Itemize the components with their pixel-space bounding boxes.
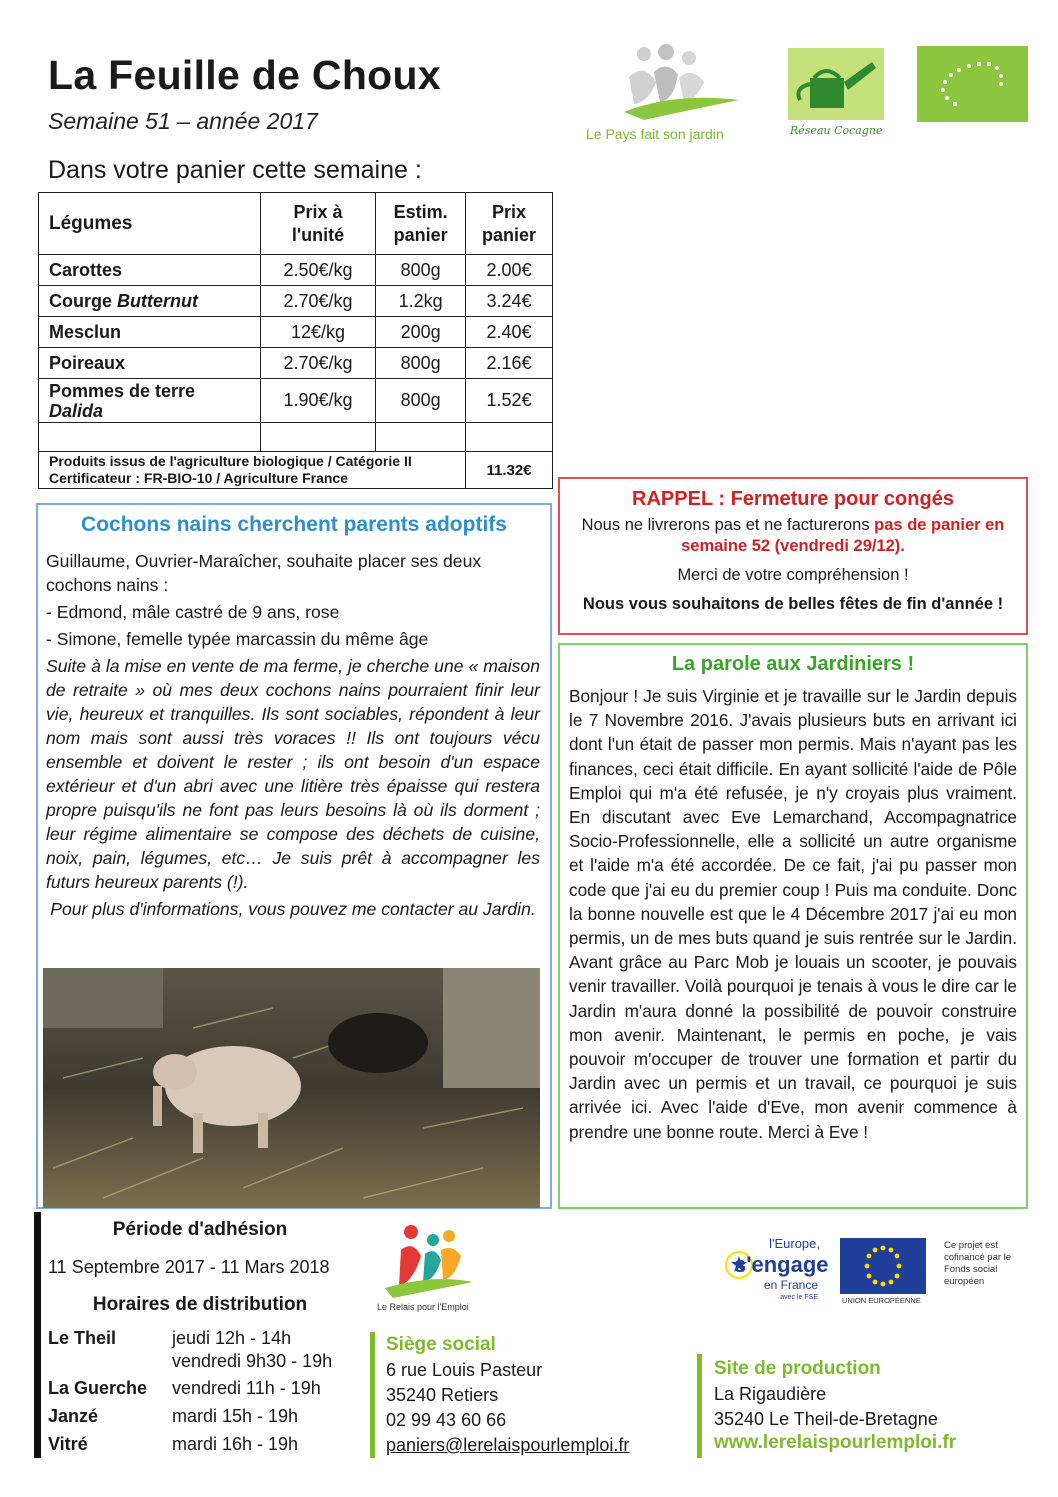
pays-logo: [586, 42, 754, 146]
table-row: [39, 379, 553, 423]
pigs-story: Suite à la mise en vente de ma ferme, je cherche une « maison de retraite » où mes deux cochons nains pourraient finir leur vie, heureux et tranquilles. Ils sont sociables, répondent à leur nom mais sont aussi très voraces !! Ils ont toujours vécu ensemble et doivent le rester ; ils ont besoin d'un espace extérieur et d'un abri avec une litière très épaisse qui restera propre puisqu'ils ne font pas leurs besoins là où ils dorment ; leur régime alimentaire se compose des déchets de cuisine, noix, pain, légumes, etc… Je suis prêt à accompagner les futurs heureux parents (!).: [46, 656, 540, 892]
pigs-item-edmond: - Edmond, mâle castré de 9 ans, rose: [46, 602, 340, 622]
s-engage-text: s'engage: [734, 1252, 829, 1277]
parole-title: La parole aux Jardiniers !: [671, 653, 915, 675]
rappel-line1-highlight: pas de panier en semaine 52 (vendredi 29/12).: [681, 516, 1005, 555]
schedule-hours: jeudi 12h - 14h: [172, 1328, 292, 1348]
empty-cell: [376, 423, 466, 452]
row-name: [39, 379, 261, 423]
row-price: 2.70€/kg: [260, 286, 375, 317]
schedule-row: [48, 1406, 348, 1428]
page-title: La Feuille de Choux: [48, 52, 441, 98]
avec-fse-text: avec le FSE: [780, 1294, 818, 1301]
schedule-place: La Guerche: [48, 1378, 148, 1398]
certification-line1: Produits issus de l'agriculture biologique / Catégorie II: [49, 453, 412, 469]
page-subtitle: Semaine 51 – année 2017: [48, 108, 318, 134]
col-header-prix-unite: Prix à l'unité: [260, 193, 375, 255]
europe-engage-logo: [716, 1236, 829, 1308]
eu-flag-icon: [840, 1238, 926, 1294]
europe-text: l'Europe,: [769, 1236, 820, 1251]
table-row-empty: [39, 423, 553, 452]
pigs-body: [46, 549, 540, 924]
row-name-text: Courge: [49, 290, 118, 311]
certification-line2: Certificateur : FR-BIO-10 / Agriculture France: [49, 470, 348, 486]
siege-phone: 02 99 43 60 66: [386, 1410, 507, 1430]
row-qty: 800g: [376, 255, 466, 286]
empty-cell: [39, 423, 261, 452]
col-header-legumes: Légumes: [39, 193, 261, 255]
fse-cofinance-text: Ce projet est cofinancé par le Fonds social européen: [944, 1240, 1012, 1287]
table-row: [39, 317, 553, 348]
row-total: 3.24€: [466, 286, 553, 317]
eu-organic-logo: [917, 46, 1028, 122]
basket-table: [38, 192, 553, 489]
col-header-estim: Estim. panier: [376, 193, 466, 255]
pigs-photo: [43, 968, 540, 1208]
schedule-row: [48, 1378, 348, 1400]
grand-total: 11.32€: [466, 452, 553, 489]
row-qty: 800g: [376, 348, 466, 379]
row-price: 12€/kg: [260, 317, 375, 348]
distrib-title: Horaires de distribution: [92, 1294, 308, 1315]
schedule-row: [48, 1434, 348, 1456]
table-row: [39, 348, 553, 379]
cocagne-logo: [788, 48, 884, 140]
row-price: 2.50€/kg: [260, 255, 375, 286]
pigs-item-simone: - Simone, femelle typée marcassin du même âge: [46, 629, 429, 649]
parole-body: Bonjour ! Je suis Virginie et je travaille sur le Jardin depuis le 7 Novembre 2016. J'avais plusieurs buts en arrivant ici dont l'un était de passer mon permis. Mais n'ayant pas les finances, ceci était difficile. En ayant sollicité l'aide de Pôle Emploi qui m'a été refusée, je n'y croyais plus vraiment. En discutant avec Eve Lemarchand, Accompagnatrice Socio-Professionnelle, elle a sollicité un autre organisme et l'aide m'a été accordée. De ce fait, j'ai pu passer mon code que j'ai eu du premier coup ! Puis ma conduite. Donc la bonne nouvelle est que le 4 Décembre 2017 j'ai eu mon permis, un de mes buts quand je suis rentrée sur le Jardin. Avant grâce au Parc Mob je louais un scooter, je pouvais venir travailler. Voilà pourquoi je tenais à vous le dire car le Jardin m'aura donné la possibilité de pouvoir construire mon avenir. Maintenant, le permis en poche, je vais pouvoir m'occuper de trouver une formation et partir du Jardin avec un permis et un travail, ce pourquoi je suis arrivée ici. Avec l'aide d'Eve, mon avenir commence à prendre une bonne route. Merci à Eve !: [569, 686, 1017, 1142]
pigs-intro: Guillaume, Ouvrier-Maraîcher, souhaite placer ses deux cochons nains :: [46, 551, 482, 595]
schedule-hours: mardi 16h - 19h: [172, 1434, 299, 1454]
siege-title: Siège social: [386, 1334, 496, 1355]
rappel-line1-text: Nous ne livrerons pas et ne facturerons: [581, 516, 875, 534]
row-name: [39, 317, 261, 348]
empty-cell: [260, 423, 375, 452]
schedule-hours: vendredi 9h30 - 19h: [172, 1351, 333, 1371]
row-total: 2.00€: [466, 255, 553, 286]
row-qty: 1.2kg: [376, 286, 466, 317]
siege-email-link[interactable]: paniers@lerelaispourlemploi.fr: [386, 1435, 630, 1455]
schedule-place: Janzé: [48, 1406, 99, 1426]
site-green-bar: [697, 1354, 702, 1458]
schedule-place: Le Theil: [48, 1328, 117, 1348]
certification-note: [39, 452, 466, 489]
en-france-text: en France: [763, 1278, 818, 1292]
rappel-line1: [570, 515, 1016, 557]
schedule-place: Vitré: [48, 1434, 88, 1454]
footer-left-bar: [34, 1212, 41, 1458]
pays-logo-icon: [604, 42, 754, 122]
eu-union-label: UNION EUROPÉENNE: [842, 1296, 921, 1305]
adhesion-dates: 11 Septembre 2017 - 11 Mars 2018: [48, 1257, 330, 1277]
col-header-prix-panier: Prix panier: [466, 193, 553, 255]
schedule-hours: vendredi 11h - 19h: [172, 1378, 321, 1398]
siege-address-line1: 6 rue Louis Pasteur: [386, 1360, 543, 1380]
watering-can-icon: [788, 48, 884, 120]
row-total: 2.40€: [466, 317, 553, 348]
siege-green-bar: [370, 1332, 375, 1458]
row-total: 2.16€: [466, 348, 553, 379]
rappel-body: [570, 515, 1016, 623]
eu-organic-leaf-icon: [917, 46, 1028, 122]
rappel-title: RAPPEL : Fermeture pour congés: [632, 488, 954, 510]
row-name: [39, 348, 261, 379]
row-name-text: Mesclun: [49, 321, 122, 342]
site-address-line2: 35240 Le Theil-de-Bretagne: [714, 1409, 938, 1429]
row-name-text: Pommes de terre: [49, 380, 196, 401]
schedule-row: [48, 1351, 348, 1373]
site-web-link[interactable]: www.lerelaispourlemploi.fr: [714, 1432, 957, 1453]
empty-cell: [466, 423, 553, 452]
relais-people-icon: [373, 1222, 483, 1300]
siege-address-line2: 35240 Retiers: [386, 1385, 499, 1405]
row-price: 2.70€/kg: [260, 348, 375, 379]
row-name-variety: Dalida: [49, 400, 104, 421]
table-row: [39, 286, 553, 317]
basket-heading: Dans votre panier cette semaine :: [48, 156, 422, 184]
schedule-row: [48, 1328, 348, 1350]
table-row: [39, 255, 553, 286]
rappel-line2: Merci de votre compréhension !: [677, 566, 909, 584]
row-price: 1.90€/kg: [260, 379, 375, 423]
pays-logo-label: Le Pays fait son jardin: [586, 126, 724, 142]
table-footer-row: [39, 452, 553, 489]
rappel-box: [558, 477, 1028, 635]
relais-logo: [373, 1222, 483, 1318]
row-qty: 200g: [376, 317, 466, 348]
row-name: [39, 286, 261, 317]
cocagne-label: Réseau Cocagne: [790, 124, 883, 137]
pigs-contact: Pour plus d'informations, vous pouvez me contacter au Jardin.: [50, 899, 536, 919]
row-name: [39, 255, 261, 286]
rappel-line3: Nous vous souhaitons de belles fêtes de fin d'année !: [582, 595, 1004, 613]
row-name-text: Carottes: [49, 259, 123, 280]
adhesion-title: Période d'adhésion: [112, 1219, 288, 1240]
site-title: Site de production: [714, 1358, 881, 1379]
row-name-text: Poireaux: [49, 352, 126, 373]
pigs-title: Cochons nains cherchent parents adoptifs: [81, 513, 507, 536]
row-qty: 800g: [376, 379, 466, 423]
parole-box: [558, 643, 1028, 1209]
relais-label: Le Relais pour l'Emploi: [377, 1302, 469, 1312]
site-address-line1: La Rigaudière: [714, 1384, 827, 1404]
pigs-article: [36, 503, 552, 1209]
eu-flag-logo: [840, 1238, 926, 1308]
row-total: 1.52€: [466, 379, 553, 423]
row-name-variety: Butternut: [117, 290, 198, 311]
schedule-hours: mardi 15h - 19h: [172, 1406, 299, 1426]
pigs-photo-image: [43, 968, 540, 1208]
